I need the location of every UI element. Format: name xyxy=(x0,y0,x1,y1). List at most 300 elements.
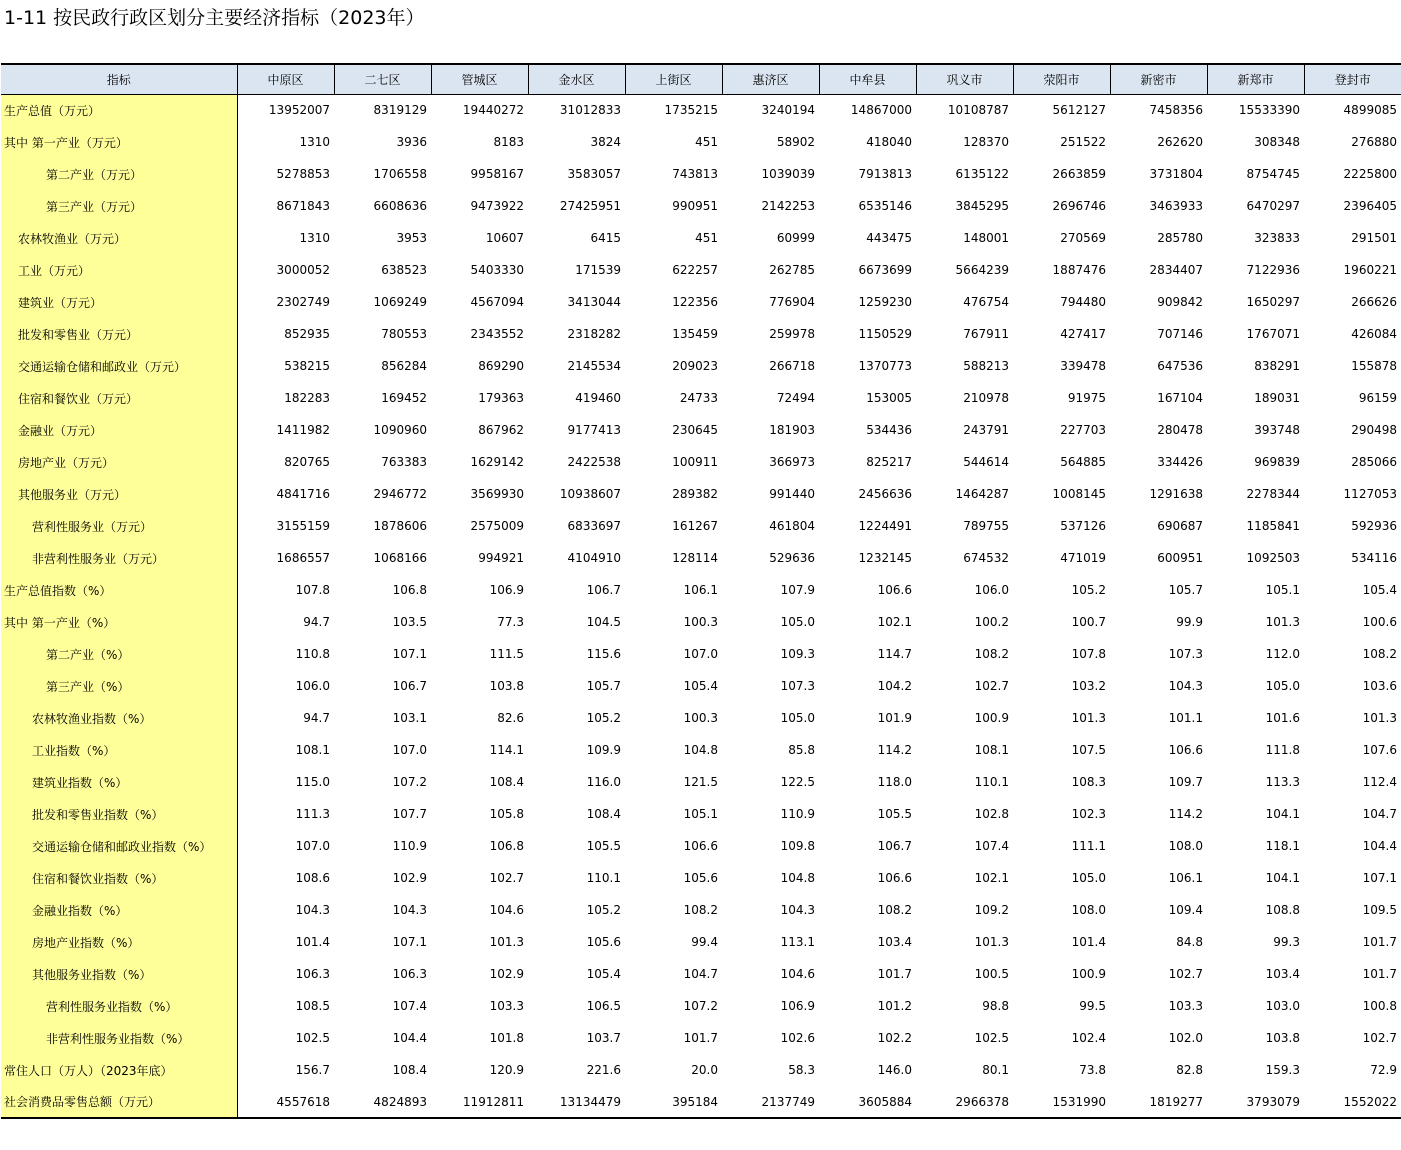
row-label: 营利性服务业（万元） xyxy=(1,510,237,542)
table-cell: 101.3 xyxy=(974,935,1009,949)
header-cell-region: 新郑市 xyxy=(1207,64,1304,94)
table-cell: 102.6 xyxy=(780,1031,815,1045)
table-cell: 101.9 xyxy=(877,711,912,725)
table-cell: 161267 xyxy=(672,519,718,533)
row-label: 非营利性服务业指数（%） xyxy=(1,1022,237,1054)
table-cell: 105.6 xyxy=(683,871,718,885)
table-cell: 77.3 xyxy=(497,615,524,629)
table-cell: 6673699 xyxy=(858,263,912,277)
table-row xyxy=(1,798,1401,830)
table-cell: 110.1 xyxy=(586,871,621,885)
table-cell: 107.1 xyxy=(1362,871,1397,885)
table-cell: 2278344 xyxy=(1246,487,1300,501)
table-cell: 24733 xyxy=(679,391,718,405)
table-cell: 111.3 xyxy=(295,807,330,821)
table-cell: 105.1 xyxy=(683,807,718,821)
table-row xyxy=(1,158,1401,190)
table-cell: 104.3 xyxy=(295,903,330,917)
table-cell: 105.5 xyxy=(877,807,912,821)
table-cell: 100.3 xyxy=(683,711,718,725)
table-cell: 107.5 xyxy=(1071,743,1106,757)
table-cell: 108.2 xyxy=(877,903,912,917)
table-cell: 109.8 xyxy=(780,839,815,853)
table-cell: 106.6 xyxy=(877,871,912,885)
table-cell: 290498 xyxy=(1351,423,1397,437)
table-row xyxy=(1,126,1401,158)
row-label: 生产总值指数（%） xyxy=(1,574,237,606)
row-label: 交通运输仓储和邮政业（万元） xyxy=(1,350,237,382)
table-cell: 230645 xyxy=(672,423,718,437)
table-cell: 182283 xyxy=(284,391,330,405)
table-row xyxy=(1,958,1401,990)
row-label: 金融业（万元） xyxy=(1,414,237,446)
table-cell: 128370 xyxy=(963,135,1009,149)
table-cell: 323833 xyxy=(1254,231,1300,245)
table-cell: 106.8 xyxy=(392,583,427,597)
table-cell: 825217 xyxy=(866,455,912,469)
table-cell: 106.0 xyxy=(974,583,1009,597)
table-cell: 537126 xyxy=(1060,519,1106,533)
table-cell: 291501 xyxy=(1351,231,1397,245)
table-cell: 780553 xyxy=(381,327,427,341)
table-cell: 100.9 xyxy=(1071,967,1106,981)
table-cell: 104.8 xyxy=(683,743,718,757)
table-cell: 103.4 xyxy=(877,935,912,949)
table-cell: 776904 xyxy=(769,295,815,309)
row-label: 房地产业（万元） xyxy=(1,446,237,478)
table-cell: 3936 xyxy=(396,135,427,149)
table-cell: 100911 xyxy=(672,455,718,469)
table-cell: 107.1 xyxy=(392,647,427,661)
table-row xyxy=(1,926,1401,958)
table-cell: 426084 xyxy=(1351,327,1397,341)
table-cell: 107.6 xyxy=(1362,743,1397,757)
table-cell: 103.2 xyxy=(1071,679,1106,693)
table-cell: 4567094 xyxy=(470,295,524,309)
row-label: 房地产业指数（%） xyxy=(1,926,237,958)
table-cell: 1291638 xyxy=(1149,487,1203,501)
table-cell: 109.7 xyxy=(1168,775,1203,789)
table-cell: 101.6 xyxy=(1265,711,1300,725)
table-cell: 2318282 xyxy=(567,327,621,341)
table-row xyxy=(1,1054,1401,1086)
row-label: 其中 第一产业（万元） xyxy=(1,126,237,158)
table-row xyxy=(1,190,1401,222)
table-cell: 1127053 xyxy=(1343,487,1397,501)
table-cell: 276880 xyxy=(1351,135,1397,149)
table-cell: 103.3 xyxy=(489,999,524,1013)
table-cell: 101.3 xyxy=(1265,615,1300,629)
table-cell: 110.9 xyxy=(392,839,427,853)
table-cell: 102.8 xyxy=(974,807,1009,821)
table-cell: 994921 xyxy=(478,551,524,565)
table-cell: 31012833 xyxy=(559,103,621,118)
table-cell: 171539 xyxy=(575,263,621,277)
table-cell: 106.0 xyxy=(295,679,330,693)
table-cell: 2142253 xyxy=(761,199,815,213)
table-cell: 11912811 xyxy=(431,1086,528,1118)
row-label: 住宿和餐饮业指数（%） xyxy=(1,862,237,894)
table-cell: 104.3 xyxy=(1168,679,1203,693)
table-row xyxy=(1,990,1401,1022)
table-cell: 102.9 xyxy=(392,871,427,885)
table-cell: 105.4 xyxy=(586,967,621,981)
table-cell: 101.7 xyxy=(1362,967,1397,981)
table-cell: 451 xyxy=(695,231,718,245)
table-cell: 1092503 xyxy=(1246,551,1300,565)
table-cell: 1819277 xyxy=(1110,1086,1207,1118)
table-cell: 6833697 xyxy=(567,519,621,533)
table-cell: 104.8 xyxy=(780,871,815,885)
row-label: 建筑业指数（%） xyxy=(1,766,237,798)
table-cell: 5612127 xyxy=(1052,103,1106,118)
table-cell: 8671843 xyxy=(276,199,330,213)
table-cell: 159.3 xyxy=(1265,1063,1300,1077)
table-cell: 5403330 xyxy=(470,263,524,277)
table-cell: 101.4 xyxy=(295,935,330,949)
table-cell: 105.2 xyxy=(586,711,621,725)
table-cell: 104.2 xyxy=(877,679,912,693)
table-cell: 820765 xyxy=(284,455,330,469)
table-cell: 104.4 xyxy=(392,1031,427,1045)
table-cell: 1531990 xyxy=(1013,1086,1110,1118)
table-cell: 105.4 xyxy=(683,679,718,693)
table-cell: 534436 xyxy=(866,423,912,437)
table-cell: 111.5 xyxy=(489,647,524,661)
table-cell: 262785 xyxy=(769,263,815,277)
table-cell: 2343552 xyxy=(470,327,524,341)
table-cell: 674532 xyxy=(963,551,1009,565)
table-cell: 339478 xyxy=(1060,359,1106,373)
table-cell: 167104 xyxy=(1157,391,1203,405)
table-cell: 2946772 xyxy=(373,487,427,501)
table-cell: 94.7 xyxy=(303,711,330,725)
table-cell: 3413044 xyxy=(567,295,621,309)
table-cell: 98.8 xyxy=(982,999,1009,1013)
table-cell: 10108787 xyxy=(947,103,1009,118)
table-cell: 107.3 xyxy=(1168,647,1203,661)
table-cell: 115.0 xyxy=(295,775,330,789)
table-cell: 91975 xyxy=(1067,391,1106,405)
table-cell: 15533390 xyxy=(1238,103,1300,118)
table-cell: 1039039 xyxy=(761,167,815,181)
table-cell: 111.1 xyxy=(1071,839,1106,853)
table-cell: 108.8 xyxy=(1265,903,1300,917)
table-cell: 592936 xyxy=(1351,519,1397,533)
table-cell: 2966378 xyxy=(916,1086,1013,1118)
table-cell: 564885 xyxy=(1060,455,1106,469)
table-row xyxy=(1,254,1401,286)
table-cell: 106.9 xyxy=(780,999,815,1013)
table-cell: 10607 xyxy=(485,231,524,245)
table-cell: 120.9 xyxy=(489,1063,524,1077)
table-cell: 529636 xyxy=(769,551,815,565)
table-row xyxy=(1,574,1401,606)
row-label: 工业指数（%） xyxy=(1,734,237,766)
table-cell: 101.7 xyxy=(683,1031,718,1045)
table-row xyxy=(1,222,1401,254)
table-cell: 103.7 xyxy=(586,1031,621,1045)
table-cell: 85.8 xyxy=(788,743,815,757)
table-cell: 105.2 xyxy=(1071,583,1106,597)
table-cell: 4824893 xyxy=(334,1086,431,1118)
table-cell: 243791 xyxy=(963,423,1009,437)
table-cell: 102.7 xyxy=(489,871,524,885)
table-cell: 106.6 xyxy=(1168,743,1203,757)
table-cell: 109.9 xyxy=(586,743,621,757)
table-cell: 285780 xyxy=(1157,231,1203,245)
table-cell: 743813 xyxy=(672,167,718,181)
table-cell: 108.5 xyxy=(295,999,330,1013)
table-cell: 393748 xyxy=(1254,423,1300,437)
table-cell: 334426 xyxy=(1157,455,1203,469)
table-cell: 638523 xyxy=(381,263,427,277)
table-cell: 2422538 xyxy=(567,455,621,469)
table-cell: 104.1 xyxy=(1265,871,1300,885)
table-cell: 869290 xyxy=(478,359,524,373)
table-cell: 1008145 xyxy=(1052,487,1106,501)
table-cell: 2302749 xyxy=(276,295,330,309)
table-cell: 102.5 xyxy=(974,1031,1009,1045)
table-cell: 148001 xyxy=(963,231,1009,245)
table-cell: 189031 xyxy=(1254,391,1300,405)
table-cell: 72.9 xyxy=(1370,1063,1397,1077)
row-label: 住宿和餐饮业（万元） xyxy=(1,382,237,414)
table-cell: 418040 xyxy=(866,135,912,149)
table-cell: 1224491 xyxy=(858,519,912,533)
row-label: 第三产业（%） xyxy=(1,670,237,702)
table-row xyxy=(1,766,1401,798)
table-cell: 707146 xyxy=(1157,327,1203,341)
table-cell: 106.3 xyxy=(392,967,427,981)
row-label: 第二产业（万元） xyxy=(1,158,237,190)
table-cell: 471019 xyxy=(1060,551,1106,565)
table-cell: 181903 xyxy=(769,423,815,437)
table-row xyxy=(1,670,1401,702)
table-cell: 102.7 xyxy=(974,679,1009,693)
table-cell: 111.8 xyxy=(1265,743,1300,757)
table-cell: 105.0 xyxy=(780,615,815,629)
table-cell: 3155159 xyxy=(276,519,330,533)
table-cell: 102.0 xyxy=(1168,1031,1203,1045)
table-cell: 109.3 xyxy=(780,647,815,661)
table-cell: 116.0 xyxy=(586,775,621,789)
table-cell: 538215 xyxy=(284,359,330,373)
table-cell: 82.8 xyxy=(1176,1063,1203,1077)
table-cell: 600951 xyxy=(1157,551,1203,565)
table-cell: 100.8 xyxy=(1362,999,1397,1013)
table-cell: 103.6 xyxy=(1362,679,1397,693)
table-cell: 121.5 xyxy=(683,775,718,789)
table-cell: 210978 xyxy=(963,391,1009,405)
table-row xyxy=(1,1086,1401,1118)
table-cell: 102.9 xyxy=(489,967,524,981)
table-cell: 58902 xyxy=(776,135,815,149)
table-cell: 84.8 xyxy=(1176,935,1203,949)
table-cell: 99.5 xyxy=(1079,999,1106,1013)
table-cell: 3953 xyxy=(396,231,427,245)
table-cell: 308348 xyxy=(1254,135,1300,149)
table-cell: 80.1 xyxy=(982,1063,1009,1077)
table-cell: 104.3 xyxy=(392,903,427,917)
table-cell: 122356 xyxy=(672,295,718,309)
table-cell: 990951 xyxy=(672,199,718,213)
table-cell: 108.4 xyxy=(586,807,621,821)
table-cell: 3000052 xyxy=(276,263,330,277)
table-cell: 102.1 xyxy=(877,615,912,629)
table-cell: 101.4 xyxy=(1071,935,1106,949)
row-label: 其他服务业指数（%） xyxy=(1,958,237,990)
table-cell: 4557618 xyxy=(237,1086,334,1118)
table-cell: 1706558 xyxy=(373,167,427,181)
table-row xyxy=(1,702,1401,734)
table-cell: 451 xyxy=(695,135,718,149)
table-cell: 107.4 xyxy=(974,839,1009,853)
table-cell: 103.0 xyxy=(1265,999,1300,1013)
table-cell: 105.7 xyxy=(586,679,621,693)
row-label: 金融业指数（%） xyxy=(1,894,237,926)
table-cell: 103.1 xyxy=(392,711,427,725)
table-cell: 280478 xyxy=(1157,423,1203,437)
table-cell: 122.5 xyxy=(780,775,815,789)
table-cell: 3583057 xyxy=(567,167,621,181)
table-cell: 179363 xyxy=(478,391,524,405)
table-cell: 155878 xyxy=(1351,359,1397,373)
table-cell: 101.3 xyxy=(1071,711,1106,725)
table-cell: 106.7 xyxy=(392,679,427,693)
table-cell: 266626 xyxy=(1351,295,1397,309)
table-cell: 105.0 xyxy=(780,711,815,725)
table-cell: 5278853 xyxy=(276,167,330,181)
table-cell: 108.1 xyxy=(974,743,1009,757)
table-cell: 27425951 xyxy=(559,199,621,213)
table-cell: 1464287 xyxy=(955,487,1009,501)
table-cell: 622257 xyxy=(672,263,718,277)
table-cell: 103.4 xyxy=(1265,967,1300,981)
table-cell: 102.4 xyxy=(1071,1031,1106,1045)
table-cell: 102.2 xyxy=(877,1031,912,1045)
table-cell: 107.7 xyxy=(392,807,427,821)
table-cell: 99.9 xyxy=(1176,615,1203,629)
table-cell: 108.3 xyxy=(1071,775,1106,789)
table-cell: 1650297 xyxy=(1246,295,1300,309)
table-cell: 102.5 xyxy=(295,1031,330,1045)
table-cell: 118.0 xyxy=(877,775,912,789)
table-cell: 96159 xyxy=(1358,391,1397,405)
table-cell: 101.3 xyxy=(489,935,524,949)
table-row xyxy=(1,382,1401,414)
table-cell: 3731804 xyxy=(1149,167,1203,181)
table-cell: 1887476 xyxy=(1052,263,1106,277)
table-cell: 107.8 xyxy=(295,583,330,597)
table-cell: 4841716 xyxy=(276,487,330,501)
table-cell: 852935 xyxy=(284,327,330,341)
table-cell: 105.1 xyxy=(1265,583,1300,597)
table-row xyxy=(1,350,1401,382)
table-cell: 106.7 xyxy=(877,839,912,853)
table-cell: 251522 xyxy=(1060,135,1106,149)
table-cell: 1232145 xyxy=(858,551,912,565)
table-cell: 262620 xyxy=(1157,135,1203,149)
table-cell: 3463933 xyxy=(1149,199,1203,213)
table-cell: 103.3 xyxy=(1168,999,1203,1013)
table-cell: 427417 xyxy=(1060,327,1106,341)
table-cell: 146.0 xyxy=(877,1063,912,1077)
row-label: 非营利性服务业（万元） xyxy=(1,542,237,574)
table-cell: 104.5 xyxy=(586,615,621,629)
table-cell: 104.1 xyxy=(1265,807,1300,821)
header-cell-region: 登封市 xyxy=(1304,64,1401,94)
table-cell: 108.1 xyxy=(295,743,330,757)
table-cell: 100.6 xyxy=(1362,615,1397,629)
table-cell: 104.4 xyxy=(1362,839,1397,853)
table-cell: 101.7 xyxy=(1362,935,1397,949)
table-cell: 107.2 xyxy=(683,999,718,1013)
table-cell: 105.6 xyxy=(586,935,621,949)
table-cell: 588213 xyxy=(963,359,1009,373)
table-cell: 106.9 xyxy=(489,583,524,597)
row-label: 农林牧渔业（万元） xyxy=(1,222,237,254)
table-row xyxy=(1,318,1401,350)
table-cell: 2396405 xyxy=(1343,199,1397,213)
table-cell: 767911 xyxy=(963,327,1009,341)
table-cell: 4104910 xyxy=(567,551,621,565)
table-cell: 1878606 xyxy=(373,519,427,533)
table-cell: 266718 xyxy=(769,359,815,373)
table-cell: 3605884 xyxy=(819,1086,916,1118)
table-cell: 285066 xyxy=(1351,455,1397,469)
table-cell: 4899085 xyxy=(1343,103,1397,118)
table-cell: 114.2 xyxy=(877,743,912,757)
table-cell: 8319129 xyxy=(373,103,427,118)
table-cell: 107.3 xyxy=(780,679,815,693)
header-cell-region: 惠济区 xyxy=(722,64,819,94)
table-cell: 106.3 xyxy=(295,967,330,981)
table-cell: 99.3 xyxy=(1273,935,1300,949)
header-cell-region: 新密市 xyxy=(1110,64,1207,94)
table-cell: 102.3 xyxy=(1071,807,1106,821)
table-cell: 476754 xyxy=(963,295,1009,309)
table-cell: 969839 xyxy=(1254,455,1300,469)
table-cell: 3824 xyxy=(590,135,621,149)
table-cell: 101.8 xyxy=(489,1031,524,1045)
table-cell: 6608636 xyxy=(373,199,427,213)
table-cell: 106.7 xyxy=(586,583,621,597)
table-cell: 103.5 xyxy=(392,615,427,629)
table-cell: 14867000 xyxy=(850,103,912,118)
table-cell: 1767071 xyxy=(1246,327,1300,341)
table-cell: 108.2 xyxy=(1362,647,1397,661)
table-cell: 461804 xyxy=(769,519,815,533)
table-cell: 5664239 xyxy=(955,263,1009,277)
table-cell: 106.8 xyxy=(489,839,524,853)
table-row xyxy=(1,1022,1401,1054)
row-label: 交通运输仓储和邮政业指数（%） xyxy=(1,830,237,862)
table-cell: 1310 xyxy=(299,231,330,245)
row-label: 社会消费品零售总额（万元） xyxy=(1,1086,237,1118)
table-cell: 99.4 xyxy=(691,935,718,949)
table-cell: 118.1 xyxy=(1265,839,1300,853)
table-cell: 108.0 xyxy=(1168,839,1203,853)
table-cell: 909842 xyxy=(1157,295,1203,309)
table-cell: 107.8 xyxy=(1071,647,1106,661)
table-cell: 838291 xyxy=(1254,359,1300,373)
row-label: 第二产业（%） xyxy=(1,638,237,670)
table-cell: 104.6 xyxy=(780,967,815,981)
table-cell: 58.3 xyxy=(788,1063,815,1077)
row-label: 营利性服务业指数（%） xyxy=(1,990,237,1022)
table-cell: 13134479 xyxy=(528,1086,625,1118)
